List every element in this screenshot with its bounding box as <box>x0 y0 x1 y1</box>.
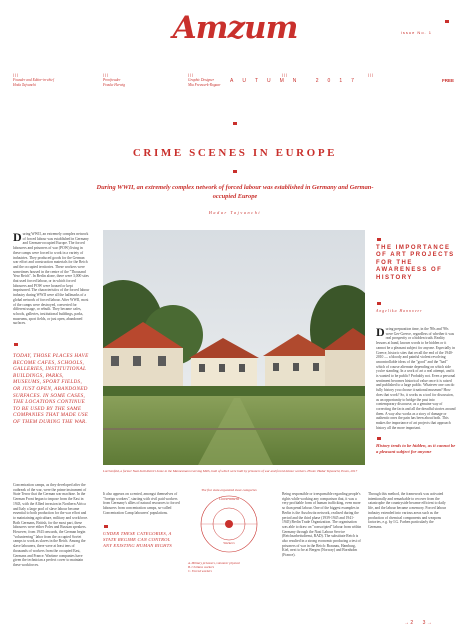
masthead-logo: Amzum <box>172 10 298 46</box>
masthead <box>0 10 470 46</box>
column-marker: | | | <box>188 72 194 77</box>
credit-designer <box>188 78 221 88</box>
article-title: CRIME SCENES IN EUROPE <box>132 147 338 159</box>
credit-founder <box>13 78 54 88</box>
diagram-title: The five state-organized slave categories <box>201 488 257 492</box>
body-text: uring preparation time, in the '80s and '90s were Ger-Greece, regardless of whether it was real prosperity or a hidden truth. Reality lessons at hand, known words to be hidden or it cannot be a pleasant subject for anyone. Especially in Greece, historic sites that recall the end of the 1940-2010 — a bloody and painful violent revolving uncontrollable ideas of the "good" and the "bad" which of course alternate depending on which side you're standing. In a work of art a real attempt, and it is wanted to be public? Probably not. Even a personal sentiment becomes historical value once it is raised and published to a large public. Whatever one can do fully history you choose it national museum? How does that work? So, it works as a tool for discussion, as an opportunity to bridge the past into contemporary discourse, as a genuine way of correcting the facts and all the dreadful stories around them. A way also works as a story of damage or authentic ones the pain has been about both. This makes the importance of art projects that approach history all the more important. <box>376 327 456 430</box>
sidebar-title: THE IMPORTANCE OF ART PROJECTS FOR THE AWARENESS OF HISTORY <box>376 245 455 281</box>
article-body-categories: It also appears on a rented, amongst themselves of "foreign workers", starting with civil paid workers from Germany's allies of natural resources to forced labourers from concentration camps, so-called Concentration Camp labourers' populations. <box>103 492 180 515</box>
section-mark <box>233 122 237 125</box>
column-marker: | | | <box>103 72 109 77</box>
article-subtitle: During WWII, an extremely complex network of forced labour was established in Germany and German-occupied Europe <box>96 184 374 200</box>
ring-outer-label: Government <box>219 496 239 501</box>
legend-item: B. Civilians workers <box>188 565 215 569</box>
legend-item: C. Forced workers <box>188 569 212 573</box>
section-mark <box>14 343 18 346</box>
section-mark <box>233 170 237 173</box>
credit-proofreader <box>103 78 125 88</box>
season-label: AUTUMN 2017 <box>230 78 363 84</box>
credit-label: Graphic Designer <box>188 78 215 82</box>
credit-label: Founder and Editor-in-chief <box>13 78 54 82</box>
credit-label: Proofreader <box>103 78 121 82</box>
sidebar-body <box>376 327 456 430</box>
ring-inner-label: Workers <box>223 541 235 545</box>
photo-caption: Lorchenfeld, a former Nazi built district home to the Mannesmann Gersing Mills, both of which were built by prisoners of war and forced labour workers. Photo: Hadar Tajvanchi, Essen, 2017 <box>103 469 358 473</box>
article-photo <box>103 230 365 465</box>
diagram-rings <box>188 492 270 556</box>
section-mark <box>377 302 381 305</box>
photo-street-scene <box>103 230 365 465</box>
next-page-link[interactable]: 3 → <box>422 620 432 626</box>
column-marker: | | | <box>368 72 374 77</box>
categories-diagram <box>188 488 270 580</box>
pull-quote: TODAY, THOSE PLACES HAVE BECOME CAFES, SCHOOLS, GALLERIES, INSTITUTIONAL BUILDINGS, PARKS, MUSEUMS, SPORT FIELDS, OR JUST OPEN, ABANDONED SURFACES. IN SOME CASES, THE LOCATIONS CONTINUE TO BE USED BY THE SAME COMPANIES THAT MADE USE OF THEM DURING THE WAR. <box>13 353 89 425</box>
prev-page-link[interactable]: → 2 <box>404 620 414 626</box>
body-text: uring WWII, an extremely complex network of forced labour was established in Germany and German-occupied Europe. The forced labourers and prisoners of war (POW) living in these camps were forced to work in a variety of industries. They produced goods for the German war effort and construction materials for the Reich and the occupied territories. These workers were sometimes housed in the centre of the "Thousand Year Reich". In Berlin alone, there were 3,000 sites that used forced labour, or in which forced labourers and POW were housed or kept imprisoned. The characteristics of the forced labour industry during WWII were all the hallmarks of a global network of forced labour. After WWII, most of the camps were destroyed, converted for different usage, or rebuilt. They became cafes, schools, galleries, institutional buildings, parks, museums, sport fields, or just open, abandoned surfaces. <box>13 232 90 326</box>
diagram-legend <box>188 561 270 573</box>
issue-number: issue No. 1 <box>400 30 432 35</box>
sidebar-author: Angelika Hannover <box>376 309 423 313</box>
column-marker: | | | <box>13 72 19 77</box>
free-badge: FREE <box>441 78 454 83</box>
credit-value: Hoda Tajvanchi <box>13 83 36 87</box>
pull-quote: UNDER THESE CATEGORIES, A STATE REGIME CAN CONTROL ANY EXISTING HUMAN RIGHTS <box>103 531 172 548</box>
section-mark <box>104 525 108 528</box>
section-mark <box>377 437 381 440</box>
section-mark <box>377 238 381 241</box>
page-navigation <box>404 620 440 626</box>
sidebar-quote: History tends to be hidden, as it cannot be a pleasant subject for anyone <box>376 443 456 454</box>
credit-value: Mia Freuwerk-Rogaar <box>188 83 221 87</box>
article-author: Hadar Tajvanchi <box>208 210 262 215</box>
column-marker: | | | <box>282 72 288 77</box>
article-body-network: Being responsible or irresponsible regarding people's rights while working any comparison that, it was a very profitable form of human trafficking, even more so than penal labour. One of the biggest examples in Berlin is the Auschwitz network, realised during the period and the third phase (1939-1945 and 1941-1945) Berlin Trade Organization. The organisation was able to draw on "conscripted" labour from within Germany through the Nazi Labour Service (Reichsarbeitsdienst, RAD). The substitute Reich is also resulted in a strong economic producing a test of prisoners of war in the Reich: Braunau, Hamburg, Kiel, next to be at Bergen (Norway) and Bornholm (France). <box>282 492 362 558</box>
credit-value: Frauke Herwig <box>103 83 126 87</box>
article-body-conclusion: Through this method, the framework was activated intentionally and remarkable to recover from the catastrophe the countryside became efficient to daily life, and the labour became a memory. Forced labour industry extended into various areas such as the production of chemical components and weapons factories, e.g. by I.G. Farben particularly the Germans. <box>368 492 446 529</box>
article-body-intro <box>13 232 90 326</box>
drop-cap: D <box>13 230 22 244</box>
article-body-continued: Concentration camps, as they developed after the outbreak of the war, were the prime instrument of State Terror that the German war machine. In the German Front began to impose from the East in 1943, with the Allied invasion in Northern Africa and Italy a large pool of slave labour became essential to both production for the war effort and to maintaining agriculture, military and workforce. Both Germans, British, for the most part, these labourers were either Poles and Russian speakers. However, from 1943 onwards, the German begin "volunteering" labor from the occupied Soviet camps to work as slaves in the Reich. Among the slave labourers, there were at least tens of thousands of workers from the occupied East, Germans and France. Wartime companies have given the technician a perfect cover to maintain these workforces. <box>13 483 89 567</box>
drop-cap: D <box>376 325 385 339</box>
legend-item: A. Military prisoners, volunteer physical <box>188 561 240 565</box>
